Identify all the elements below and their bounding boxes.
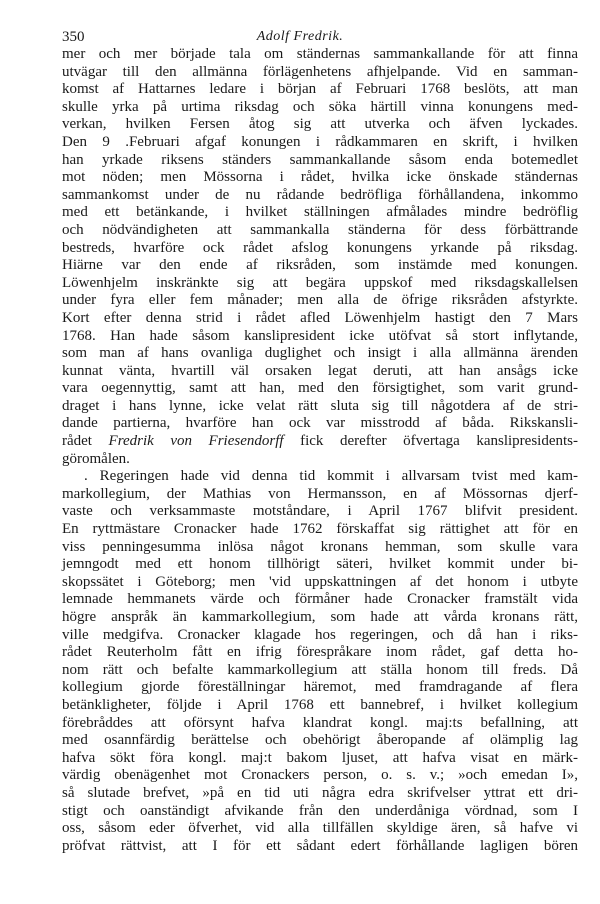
text-line: Den 9 .Februari afgaf konungen i rådkammaren en skrift, i hvilken [62,133,578,150]
text-line: mer och mer började tala om ständernas sammankallande för att finna [62,46,578,62]
text-line: kollegium gjorde föreställningar häremot, med framdragande af flera [62,679,578,696]
text-line: Kort efter denna strid i rådet afled Löwenhjelm hastigt den 7 Mars [62,309,578,326]
text-line: ville medgifva. Cronacker klagade hos regeringen, och då han i riks- [62,626,578,643]
text-line: markollegium, der Mathias von Hermansson, en af Mössornas djerf- [62,485,578,502]
text-line: bestreds, hvarföre ock rådet afslog konungens yrkande på riksdag. [62,239,578,256]
text-line: och nödvändigheten att sammankalla ständerna för dess förbättrande [62,221,578,238]
text-line: viss penningesumma inlösa något kronans hemman, som skulle vara [62,538,578,555]
text-line: 1768. Han hade såsom kanslipresident icke utöfvat så stort inflytande, [62,327,578,344]
text-line: med ett betänkande, i hvilket ställningen afmålades mindre bedröflig [62,204,578,221]
text-line: vaste och verksammaste motståndare, i April 1767 blifvit president. [62,503,578,520]
text-line: draget i hans lynne, icke velat rätt sluta sig till någotdera af de stri- [62,397,578,414]
text-line: . Regeringen hade vid denna tid kommit i allvarsam tvist med kam- [84,468,578,485]
text-line: kunnat vänta, hvartill väl orsaken legat deruti, att han ansågs icke [62,362,578,379]
text-line: stigt och oanständigt afvikande från den underdåniga vördnad, som I [62,802,578,819]
text-line: En ryttmästare Cronacker hade 1762 förskaffat sig rättighet att för en [62,521,578,538]
text-line: rådet Reuterholm fått en ifrig förespråkare inom rådet, gaf detta ho- [62,644,578,661]
body-text [62,46,578,855]
text-line: skulle yrka på urtima riksdag och söka härtill vinna konungens med- [62,98,578,115]
text-line: skopssätet i Göteborg; men 'vid uppskattningen af det honom i utbyte [62,573,578,590]
text-line: göromålen. [62,450,130,467]
text-line: så slutade brefvet, »på en tid uti några edra skrifvelser yttrat ett dri- [62,784,578,801]
text-line: utvägar till den allmänna förlägenhetens afhjelpande. Vid en samman- [62,63,578,80]
text-line: sammankomst under de nu rådande bedröfliga förhållandena, inkommo [62,186,578,203]
page-number: 350 [62,29,85,45]
text-line [62,433,578,451]
italic-name: Fredrik von Friesendorff [108,433,284,450]
text-line: som man af hans ovanliga duglighet och insigt i alla allmänna ärenden [62,345,578,362]
text-line: mot nöden; men Mössorna i rådet, hvilka icke önskade ständernas [62,169,578,186]
text-line: dande partierna, hvarföre han ock var misstrodd af båda. Rikskansli- [62,415,578,432]
text-line: vara oegennyttig, samt att han, med den försigtighet, som varit grund- [62,380,578,397]
text-line: hafva sökt föra kongl. maj:t bakom ljuset, att hafva visat en märk- [62,749,578,766]
text-line: jemngodt med ett honom tillhörigt säteri, hvilket kommit under bi- [62,556,578,573]
text-line: värdig obenägenhet mot Cronackers person, o. s. v.; »och emedan I», [62,767,578,784]
text-line: med osannfärdig berättelse och obehörigt åberopande af olämplig lag [62,732,578,749]
text-line: verkan, hvilken Fersen åtog sig att utverka och äfven lyckades. [62,116,578,133]
text-line: nom rätt och befalte kammarkollegium att ställa honom till freds. Då [62,661,578,678]
text-line: lemnade hemmanets värde och förmåner hade Cronacker framstält vida [62,591,578,608]
running-title: Adolf Fredrik. [256,29,344,44]
text-line: betänkligheter, följde i April 1768 ett bannebref, i hvilket kollegium [62,696,578,713]
text-segment: fick derefter öfvertaga kanslipresidents- [283,433,578,450]
text-line: han yrkade riksens ständers sammankallande såsom enda botemedlet [62,151,578,168]
text-segment: rådet [62,433,109,450]
text-line: Löwenhjelm inskränkte sig att begära uppskof med riksdagskallelsen [62,274,578,291]
text-line: högre anspråk än kammarkollegium, som hade att vårda kronans rätt, [62,609,578,625]
text-line: förebråddes att oförsynt hafva klandrat kongl. maj:ts befallning, att [62,714,578,731]
text-line: oss, såsom eder öfverhet, vid alla tillfällen skyldige ären, så hafve vi [62,820,578,837]
text-line: pröfvat rättvist, att I för ett sådant edert förhållande lagligen bören [62,837,578,854]
text-line: Hiärne var den ende af riksråden, som instämde med konungen. [62,257,578,274]
text-line: komst af Hattarnes ledare i början af Februari 1768 beslöts, att man [62,81,578,98]
text-line: under fyra eller fem månader; men alla de öfrige riksråden afstyrkte. [62,292,578,309]
